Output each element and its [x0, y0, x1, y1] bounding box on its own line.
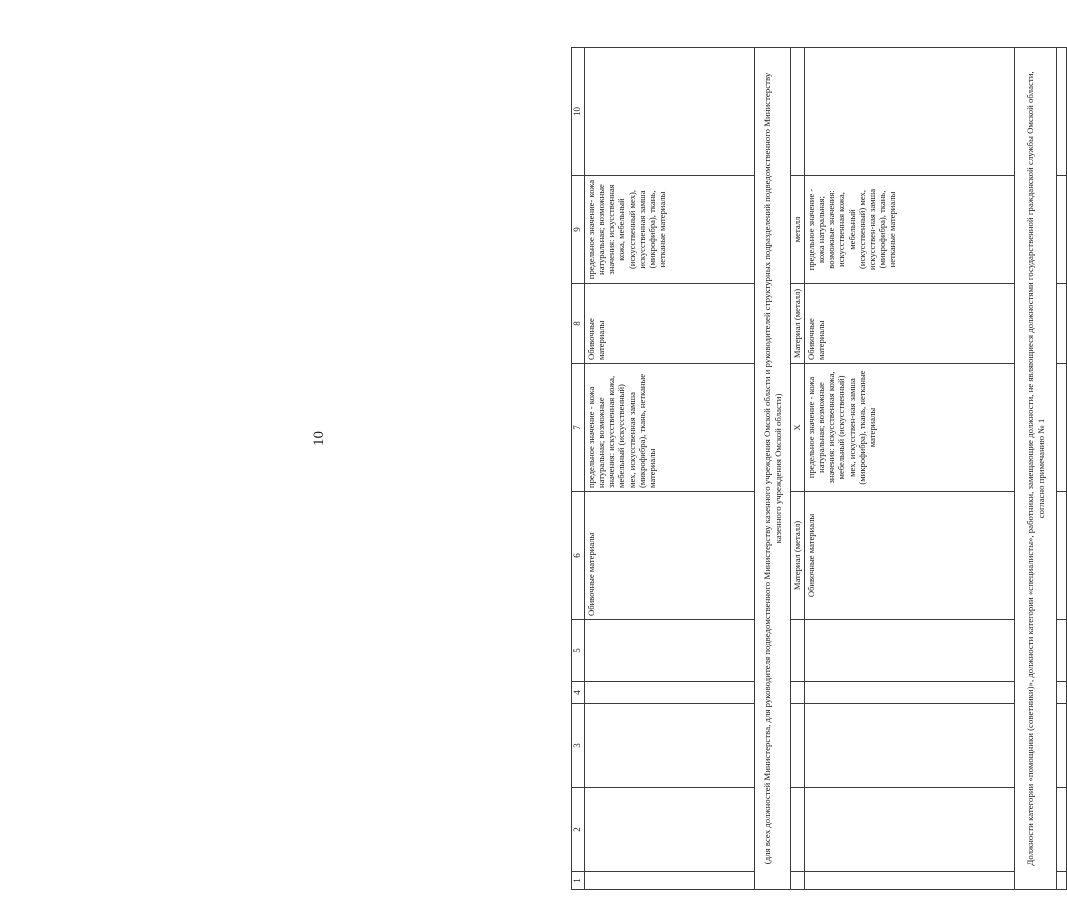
cell-empty: [805, 48, 1015, 176]
cell-empty: [585, 682, 755, 704]
col-num-8: 8: [572, 284, 585, 364]
col-num-5: 5: [572, 620, 585, 682]
cell-empty: [1057, 492, 1067, 620]
cell-empty: [805, 620, 1015, 682]
cell-upholstery-values: предельное значение - кожа натуральная; возможные значения: искусственная кожа, мебельный (искусственный) мех, искусствен-ная замша (микрофибра), ткань, нетканые материалы: [805, 364, 1015, 492]
rotated-sheet: [571, 48, 1067, 890]
cell-empty: [585, 704, 755, 788]
cell-empty: [1057, 682, 1067, 704]
cell-upholstery-label: Обивочные материалы: [805, 492, 1015, 620]
cell-x-mark: Х: [791, 364, 805, 492]
cell-empty: [1057, 872, 1067, 890]
cell-material-header: Материал (металл): [791, 492, 805, 620]
cell-upholstery-label: Обивочные материалы: [585, 492, 755, 620]
col-num-3: 3: [572, 704, 585, 788]
table-row: [1057, 48, 1067, 890]
cell-empty: [791, 704, 805, 788]
requirements-table: [571, 47, 1067, 890]
section-row: [1015, 48, 1057, 890]
cell-empty: [791, 872, 805, 890]
cell-empty: [805, 872, 1015, 890]
cell-empty: [1057, 788, 1067, 872]
page-number: 10: [311, 431, 327, 446]
cell-metal: металл: [791, 176, 805, 284]
col-num-6: 6: [572, 492, 585, 620]
cell-empty: [585, 788, 755, 872]
table-row: [585, 48, 755, 890]
cell-empty: [1057, 620, 1067, 682]
section-row: [755, 48, 791, 890]
section-heading: (для всех должностей Министерства, для руководителя подведомственного Министерству казенного учреждения Омской области и руководителей структурных подразделений подведомственного Министерству казенного учреждения Омской области): [755, 48, 791, 890]
table-row: [791, 48, 805, 890]
cell-empty: [585, 872, 755, 890]
cell-empty: [791, 620, 805, 682]
col-num-10: 10: [572, 48, 585, 176]
cell-upholstery-values: предельное значение- кожа натуральная; возможные значения: искусственная кожа, мебельный (искусственный мех), искусственная замша (микрофибра), ткань, нетканые материалы: [585, 176, 755, 284]
cell-empty: [1057, 364, 1067, 492]
cell-empty: [1057, 704, 1067, 788]
cell-empty: [1057, 284, 1067, 364]
cell-upholstery-label: Обивочные материалы: [805, 284, 1015, 364]
col-num-1: 1: [572, 872, 585, 890]
cell-empty: [791, 48, 805, 176]
col-num-2: 2: [572, 788, 585, 872]
cell-empty: [585, 48, 755, 176]
col-num-7: 7: [572, 364, 585, 492]
cell-empty: [791, 788, 805, 872]
cell-upholstery-label: Обивочные материалы: [585, 284, 755, 364]
table-row: [805, 48, 1015, 890]
cell-empty: [805, 682, 1015, 704]
cell-empty: [805, 704, 1015, 788]
cell-upholstery-values: предельное значение - кожа натуральная; возможные значения: искусственная кожа, мебельный (искусственный) мех, искусствен-ная замша (микрофибра), ткань, нетканые материалы: [805, 176, 1015, 284]
col-num-9: 9: [572, 176, 585, 284]
cell-material-header: Материал (металл): [791, 284, 805, 364]
section-heading: Должности категории «помощники (советники)», должности категории «специалисты», работники, замещающие должности, не являющиеся должностями государственной гражданской службы Омской области, согласно примечанию № 1: [1015, 48, 1057, 890]
cell-empty: [1057, 48, 1067, 176]
column-number-row: [572, 48, 585, 890]
cell-upholstery-values: предельное значение - кожа натуральная; возможные значения: искусственная кожа, мебельный (искусственный) мех, искусственная замша (микрофибра), ткань, нетканые материалы: [585, 364, 755, 492]
col-num-4: 4: [572, 682, 585, 704]
cell-empty: [585, 620, 755, 682]
cell-empty: [791, 682, 805, 704]
cell-empty: [1057, 176, 1067, 284]
cell-empty: [805, 788, 1015, 872]
